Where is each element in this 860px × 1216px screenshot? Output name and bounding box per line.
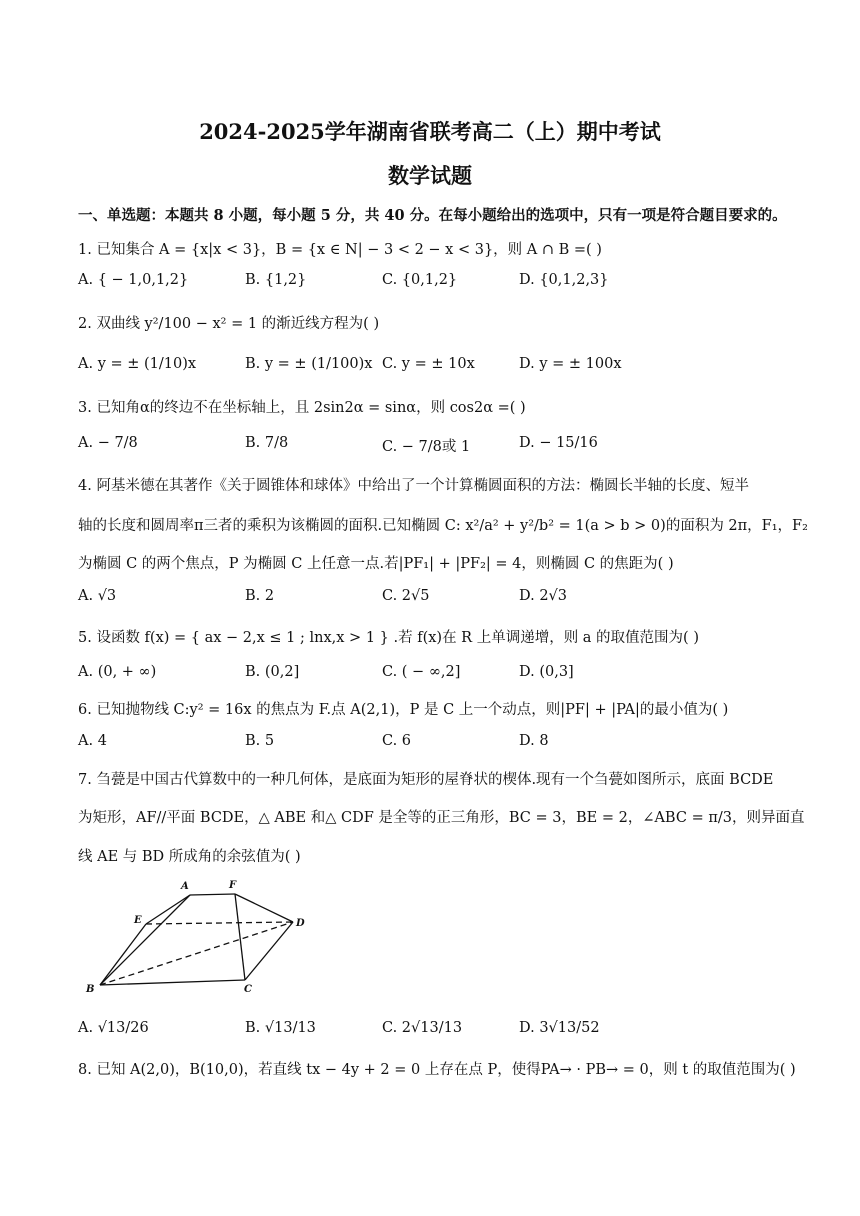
wedge-figure xyxy=(80,870,320,1000)
option-c: C. {0,1,2} xyxy=(382,272,458,288)
question-4-text-line-1: 4. 阿基米德在其著作《关于圆锥体和球体》中给出了一个计算椭圆面积的方法：椭圆长半轴的长度、短半 xyxy=(78,478,749,494)
edge-fc xyxy=(235,894,245,980)
option-a: A. √13/26 xyxy=(78,1020,149,1036)
vertex-label-f: F xyxy=(229,880,237,891)
option-a: A. { − 1,0,1,2} xyxy=(78,272,189,288)
edge-af xyxy=(190,894,235,895)
edge-fd xyxy=(235,894,293,922)
option-a: A. 4 xyxy=(78,733,107,749)
edge-bd-hidden xyxy=(100,922,293,985)
option-b: B. 2 xyxy=(245,588,275,604)
option-a: A. − 7/8 xyxy=(78,435,138,451)
question-7-options xyxy=(78,1020,778,1040)
question-7-text-line-2: 为矩形，AF//平面 BCDE，△ ABE 和△ CDF 是全等的正三角形，BC = 3，BE = 2，∠ABC = π/3，则异面直 xyxy=(78,810,805,826)
question-6-text: 6. 已知抛物线 C:y² = 16x 的焦点为 F.点 A(2,1)，P 是 C 上一个动点，则|PF| + |PA|的最小值为( ) xyxy=(78,702,729,718)
option-b: B. 5 xyxy=(245,733,275,749)
edge-cd xyxy=(245,922,293,980)
question-3-options xyxy=(78,435,778,455)
question-7-text-line-3: 线 AE 与 BD 所成角的余弦值为( ) xyxy=(78,849,301,865)
option-a: A. √3 xyxy=(78,588,117,604)
question-1-text: 1. 已知集合 A = {x|x < 3}，B = {x ∈ N| − 3 < 2 − x < 3}，则 A ∩ B =( ) xyxy=(78,242,602,258)
question-4-text-line-2: 轴的长度和圆周率π三者的乘积为该椭圆的面积.已知椭圆 C: x²/a² + y²/b² = 1(a > b > 0)的面积为 2π，F₁，F₂ xyxy=(78,518,808,534)
question-8-text: 8. 已知 A(2,0)，B(10,0)，若直线 tx − 4y + 2 = 0 上存在点 P，使得PA→ · PB→ = 0，则 t 的取值范围为( ) xyxy=(78,1062,796,1078)
option-c: C. 6 xyxy=(382,733,412,749)
option-d: D. 8 xyxy=(519,733,549,749)
question-4-text-line-3: 为椭圆 C 的两个焦点，P 为椭圆 C 上任意一点.若|PF₁| + |PF₂| = 4，则椭圆 C 的焦距为( ) xyxy=(78,556,674,572)
option-b: B. {1,2} xyxy=(245,272,307,288)
option-c: C. ( − ∞,2] xyxy=(382,664,461,680)
option-d: D. 3√13/52 xyxy=(519,1020,600,1036)
option-a: A. y = ± (1/10)x xyxy=(78,356,197,372)
vertex-label-a: A xyxy=(181,881,189,892)
option-c: C. − 7/8或 1 xyxy=(382,439,471,455)
vertex-label-b: B xyxy=(86,984,95,995)
question-2-options xyxy=(78,356,778,376)
question-3-text: 3. 已知角α的终边不在坐标轴上，且 2sin2α = sinα，则 cos2α =( ) xyxy=(78,400,526,416)
question-2-text: 2. 双曲线 y²/100 − x² = 1 的渐近线方程为( ) xyxy=(78,316,380,332)
option-b: B. √13/13 xyxy=(245,1020,316,1036)
option-c: C. 2√5 xyxy=(382,588,430,604)
question-4-options xyxy=(78,588,778,608)
question-5-options xyxy=(78,664,778,684)
edge-ea xyxy=(146,895,190,924)
vertex-label-c: C xyxy=(244,984,252,995)
option-c: C. 2√13/13 xyxy=(382,1020,463,1036)
edge-bc xyxy=(100,980,245,985)
question-1-options xyxy=(78,272,778,292)
option-d: D. y = ± 100x xyxy=(519,356,622,372)
exam-subtitle: 数学试题 xyxy=(388,163,472,188)
vertex-label-d: D xyxy=(296,918,305,929)
option-c: C. y = ± 10x xyxy=(382,356,475,372)
exam-title: 2024-2025学年湖南省联考高二（上）期中考试 xyxy=(199,119,661,144)
edge-ba xyxy=(100,895,190,985)
edge-ed-hidden xyxy=(146,922,293,924)
vertex-label-e: E xyxy=(134,915,142,926)
option-d: D. {0,1,2,3} xyxy=(519,272,609,288)
option-d: D. − 15/16 xyxy=(519,435,598,451)
option-b: B. 7/8 xyxy=(245,435,289,451)
section-heading: 一、单选题：本题共 8 小题，每小题 5 分，共 40 分。在每小题给出的选项中，只有一项是符合题目要求的。 xyxy=(78,207,787,224)
option-b: B. (0,2] xyxy=(245,664,300,680)
edge-be xyxy=(100,924,146,985)
option-d: D. 2√3 xyxy=(519,588,568,604)
question-5-text: 5. 设函数 f(x) = { ax − 2,x ≤ 1 ; lnx,x > 1 } .若 f(x)在 R 上单调递增，则 a 的取值范围为( ) xyxy=(78,630,699,646)
option-a: A. (0, + ∞) xyxy=(78,664,157,680)
option-d: D. (0,3] xyxy=(519,664,574,680)
question-7-text-line-1: 7. 刍甍是中国古代算数中的一种几何体，是底面为矩形的屋脊状的楔体.现有一个刍甍如图所示，底面 BCDE xyxy=(78,772,774,788)
option-b: B. y = ± (1/100)x xyxy=(245,356,373,372)
question-6-options xyxy=(78,733,778,753)
